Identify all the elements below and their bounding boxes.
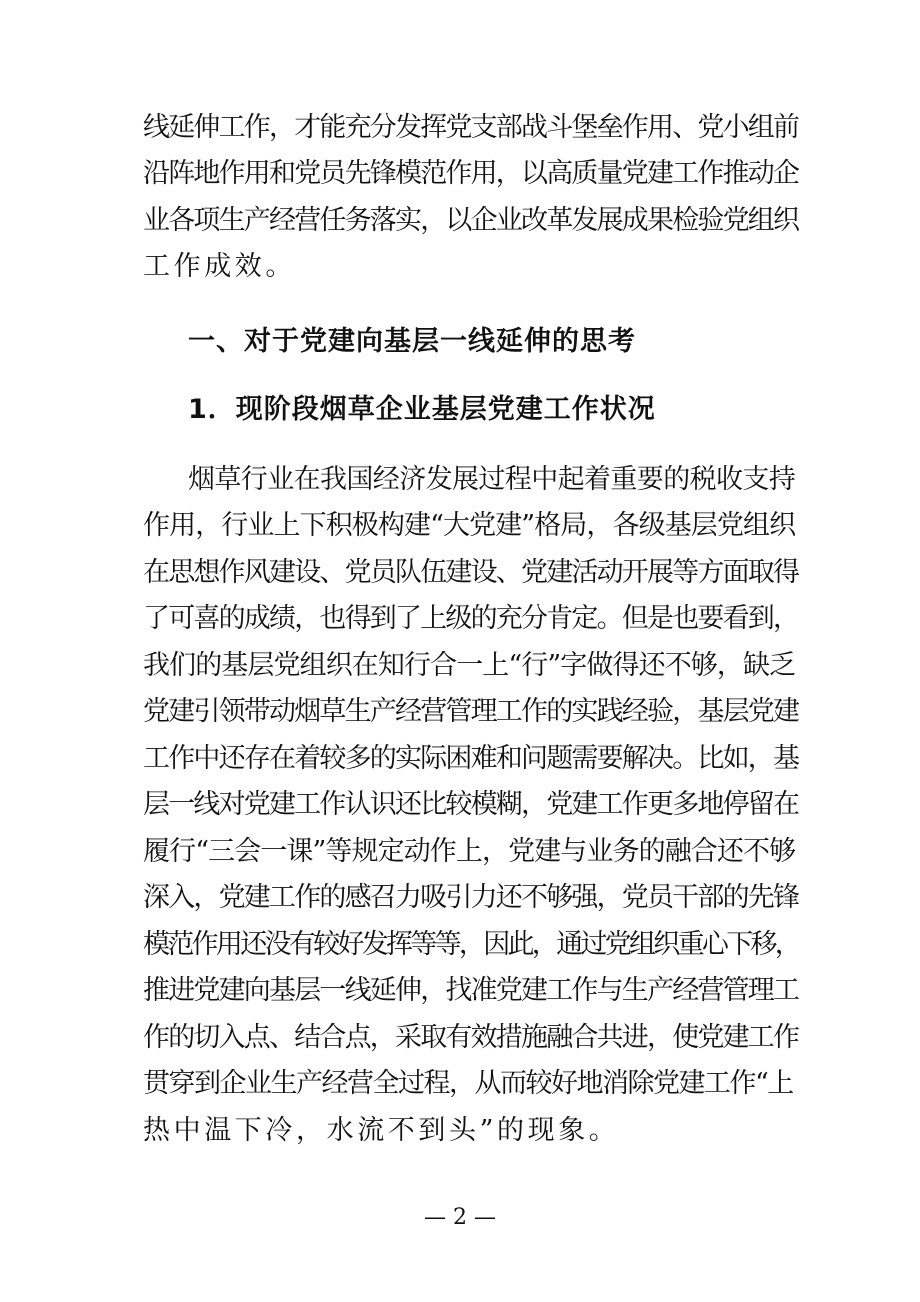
intro-line-1: 线延伸工作，才能充分发挥党支部战斗堡垒作用、党小组前 bbox=[143, 112, 799, 143]
body-line-15: 热中温下冷，水流不到头”的现象。 bbox=[143, 1115, 620, 1146]
body-line-13: 作的切入点、结合点，采取有效措施融合共进，使党建工作 bbox=[143, 1022, 799, 1053]
body-line-1: 烟草行业在我国经济发展过程中起着重要的税收支持 bbox=[188, 464, 796, 495]
section-heading: 一、对于党建向基层一线延伸的思考 bbox=[188, 326, 636, 357]
page-number: — 2 — bbox=[424, 1205, 496, 1230]
intro-line-4: 工作成效。 bbox=[143, 251, 296, 282]
body-line-8: 层一线对党建工作认识还比较模糊，党建工作更多地停留在 bbox=[143, 789, 799, 820]
body-line-14: 贯穿到企业生产经营全过程，从而较好地消除党建工作“上 bbox=[143, 1068, 793, 1099]
subsection-heading: 1．现阶段烟草企业基层党建工作状况 bbox=[188, 394, 656, 425]
body-line-3: 在思想作风建设、党员队伍建设、党建活动开展等方面取得 bbox=[143, 557, 799, 588]
body-line-7: 工作中还存在着较多的实际困难和问题需要解决。比如，基 bbox=[143, 743, 799, 774]
body-line-9: 履行“三会一课”等规定动作上，党建与业务的融合还不够 bbox=[143, 836, 796, 867]
body-line-6: 党建引领带动烟草生产经营管理工作的实践经验，基层党建 bbox=[143, 696, 799, 727]
body-line-11: 模范作用还没有较好发挥等等，因此，通过党组织重心下移， bbox=[143, 929, 800, 960]
body-line-4: 了可喜的成绩，也得到了上级的充分肯定。但是也要看到， bbox=[143, 603, 799, 634]
body-line-10: 深入，党建工作的感召力吸引力还不够强，党员干部的先锋 bbox=[143, 882, 799, 913]
intro-line-3: 业各项生产经营任务落实，以企业改革发展成果检验党组织 bbox=[143, 205, 799, 236]
body-line-12: 推进党建向基层一线延伸，找准党建工作与生产经营管理工 bbox=[143, 975, 799, 1006]
body-line-2: 作用，行业上下积极构建“大党建”格局，各级基层党组织 bbox=[143, 510, 796, 541]
body-line-5: 我们的基层党组织在知行合一上“行”字做得还不够，缺乏 bbox=[143, 650, 796, 681]
intro-line-2: 沿阵地作用和党员先锋模范作用，以高质量党建工作推动企 bbox=[143, 158, 799, 189]
